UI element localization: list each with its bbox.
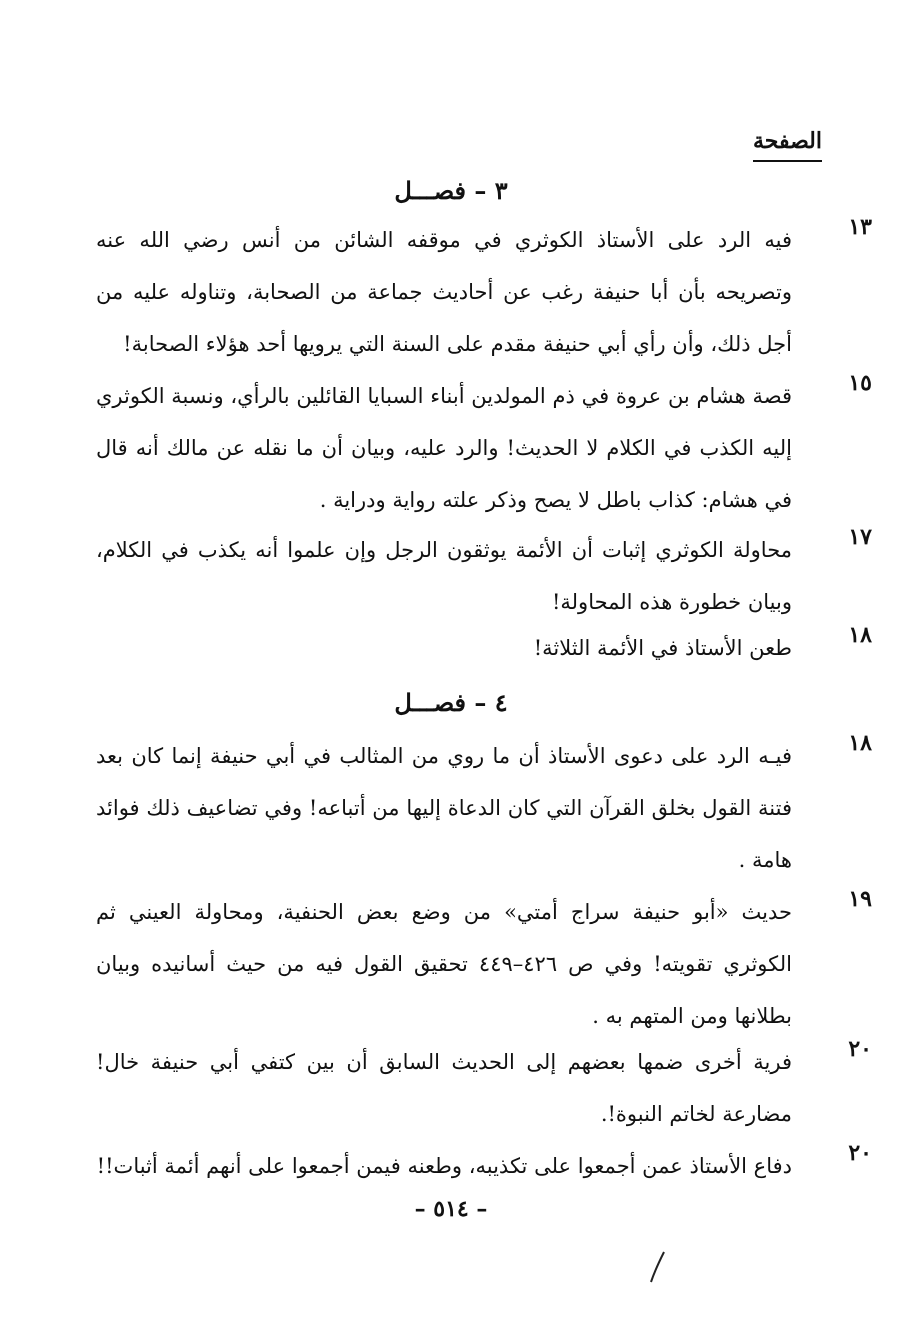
entry-text: فرية أخرى ضمها بعضهم إلى الحديث السابق أن بين كتفي أبي حنيفة خال! مضارعة لخاتم النبوة!. bbox=[96, 1050, 792, 1126]
toc-entry bbox=[96, 622, 872, 674]
entry-page-number: ٢٠ bbox=[848, 1036, 872, 1062]
entry-text: محاولة الكوثري إثبات أن الأئمة يوثقون الرجل وإن علموا أنه يكذب في الكلام، وبيان خطورة هذه المحاولة! bbox=[96, 538, 792, 614]
entry-text: طعن الأستاذ في الأئمة الثلاثة! bbox=[533, 636, 792, 660]
entry-page-number: ١٨ bbox=[848, 730, 872, 756]
toc-entry bbox=[96, 730, 872, 886]
section-heading bbox=[0, 688, 902, 717]
toc-entry bbox=[96, 886, 872, 1042]
entry-text: فيه الرد على الأستاذ الكوثري في موقفه الشائن من أنس رضي الله عنه وتصريحه بأن أبا حنيفة رغب عن أحاديث جماعة من الصحابة، وتناوله عليه من أجل ذلك، وأن رأي أبي حنيفة مقدم على السنة التي يرويها أحد هؤلاء الصحابة! bbox=[96, 228, 792, 356]
toc-entry bbox=[96, 1140, 872, 1192]
entry-page-number: ١٩ bbox=[848, 886, 872, 912]
toc-entry bbox=[96, 370, 872, 526]
page-number: – ٥١٤ – bbox=[414, 1196, 488, 1222]
toc-entry bbox=[96, 1036, 872, 1140]
pen-mark-icon bbox=[648, 1250, 668, 1284]
toc-entry bbox=[96, 214, 872, 370]
entry-text: دفاع الأستاذ عمن أجمعوا على تكذيبه، وطعنه فيمن أجمعوا على أنهم أئمة أثبات!! bbox=[96, 1154, 792, 1178]
entry-text: قصة هشام بن عروة في ذم المولدين أبناء السبايا القائلين بالرأي، ونسبة الكوثري إليه الكذب في الكلام لا الحديث! والرد عليه، وبيان أن ما نقله عن مالك أنه قال في هشام: كذاب باطل لا يصح وذكر علته رواية ودراية . bbox=[96, 384, 792, 512]
section-heading bbox=[0, 176, 902, 205]
entry-page-number: ١٣ bbox=[848, 214, 872, 240]
entry-text: فيـه الرد على دعوى الأستاذ أن ما روي من المثالب في أبي حنيفة إنما كان بعد فتنة القول بخلق القرآن التي كان الدعاة إليها من أتباعه! وفي تضاعيف ذلك فوائد هامة . bbox=[96, 744, 793, 872]
section-heading-text: ٤ – فصـــل bbox=[394, 688, 508, 717]
section-heading-text: ٣ – فصـــل bbox=[394, 176, 508, 205]
entry-page-number: ١٥ bbox=[848, 370, 872, 396]
entry-page-number: ١٧ bbox=[848, 524, 872, 550]
page-column-header: الصفحة bbox=[753, 128, 822, 162]
toc-entry bbox=[96, 524, 872, 628]
entry-page-number: ٢٠ bbox=[848, 1140, 872, 1166]
entry-text: حديث «أبو حنيفة سراج أمتي» من وضع بعض الحنفية، ومحاولة العيني ثم الكوثري تقويته! وفي ص ٤٢٦–٤٤٩ تحقيق القول فيه من حيث أسانيده وبيان بطلانها ومن المتهم به . bbox=[96, 900, 792, 1028]
entry-page-number: ١٨ bbox=[848, 622, 872, 648]
